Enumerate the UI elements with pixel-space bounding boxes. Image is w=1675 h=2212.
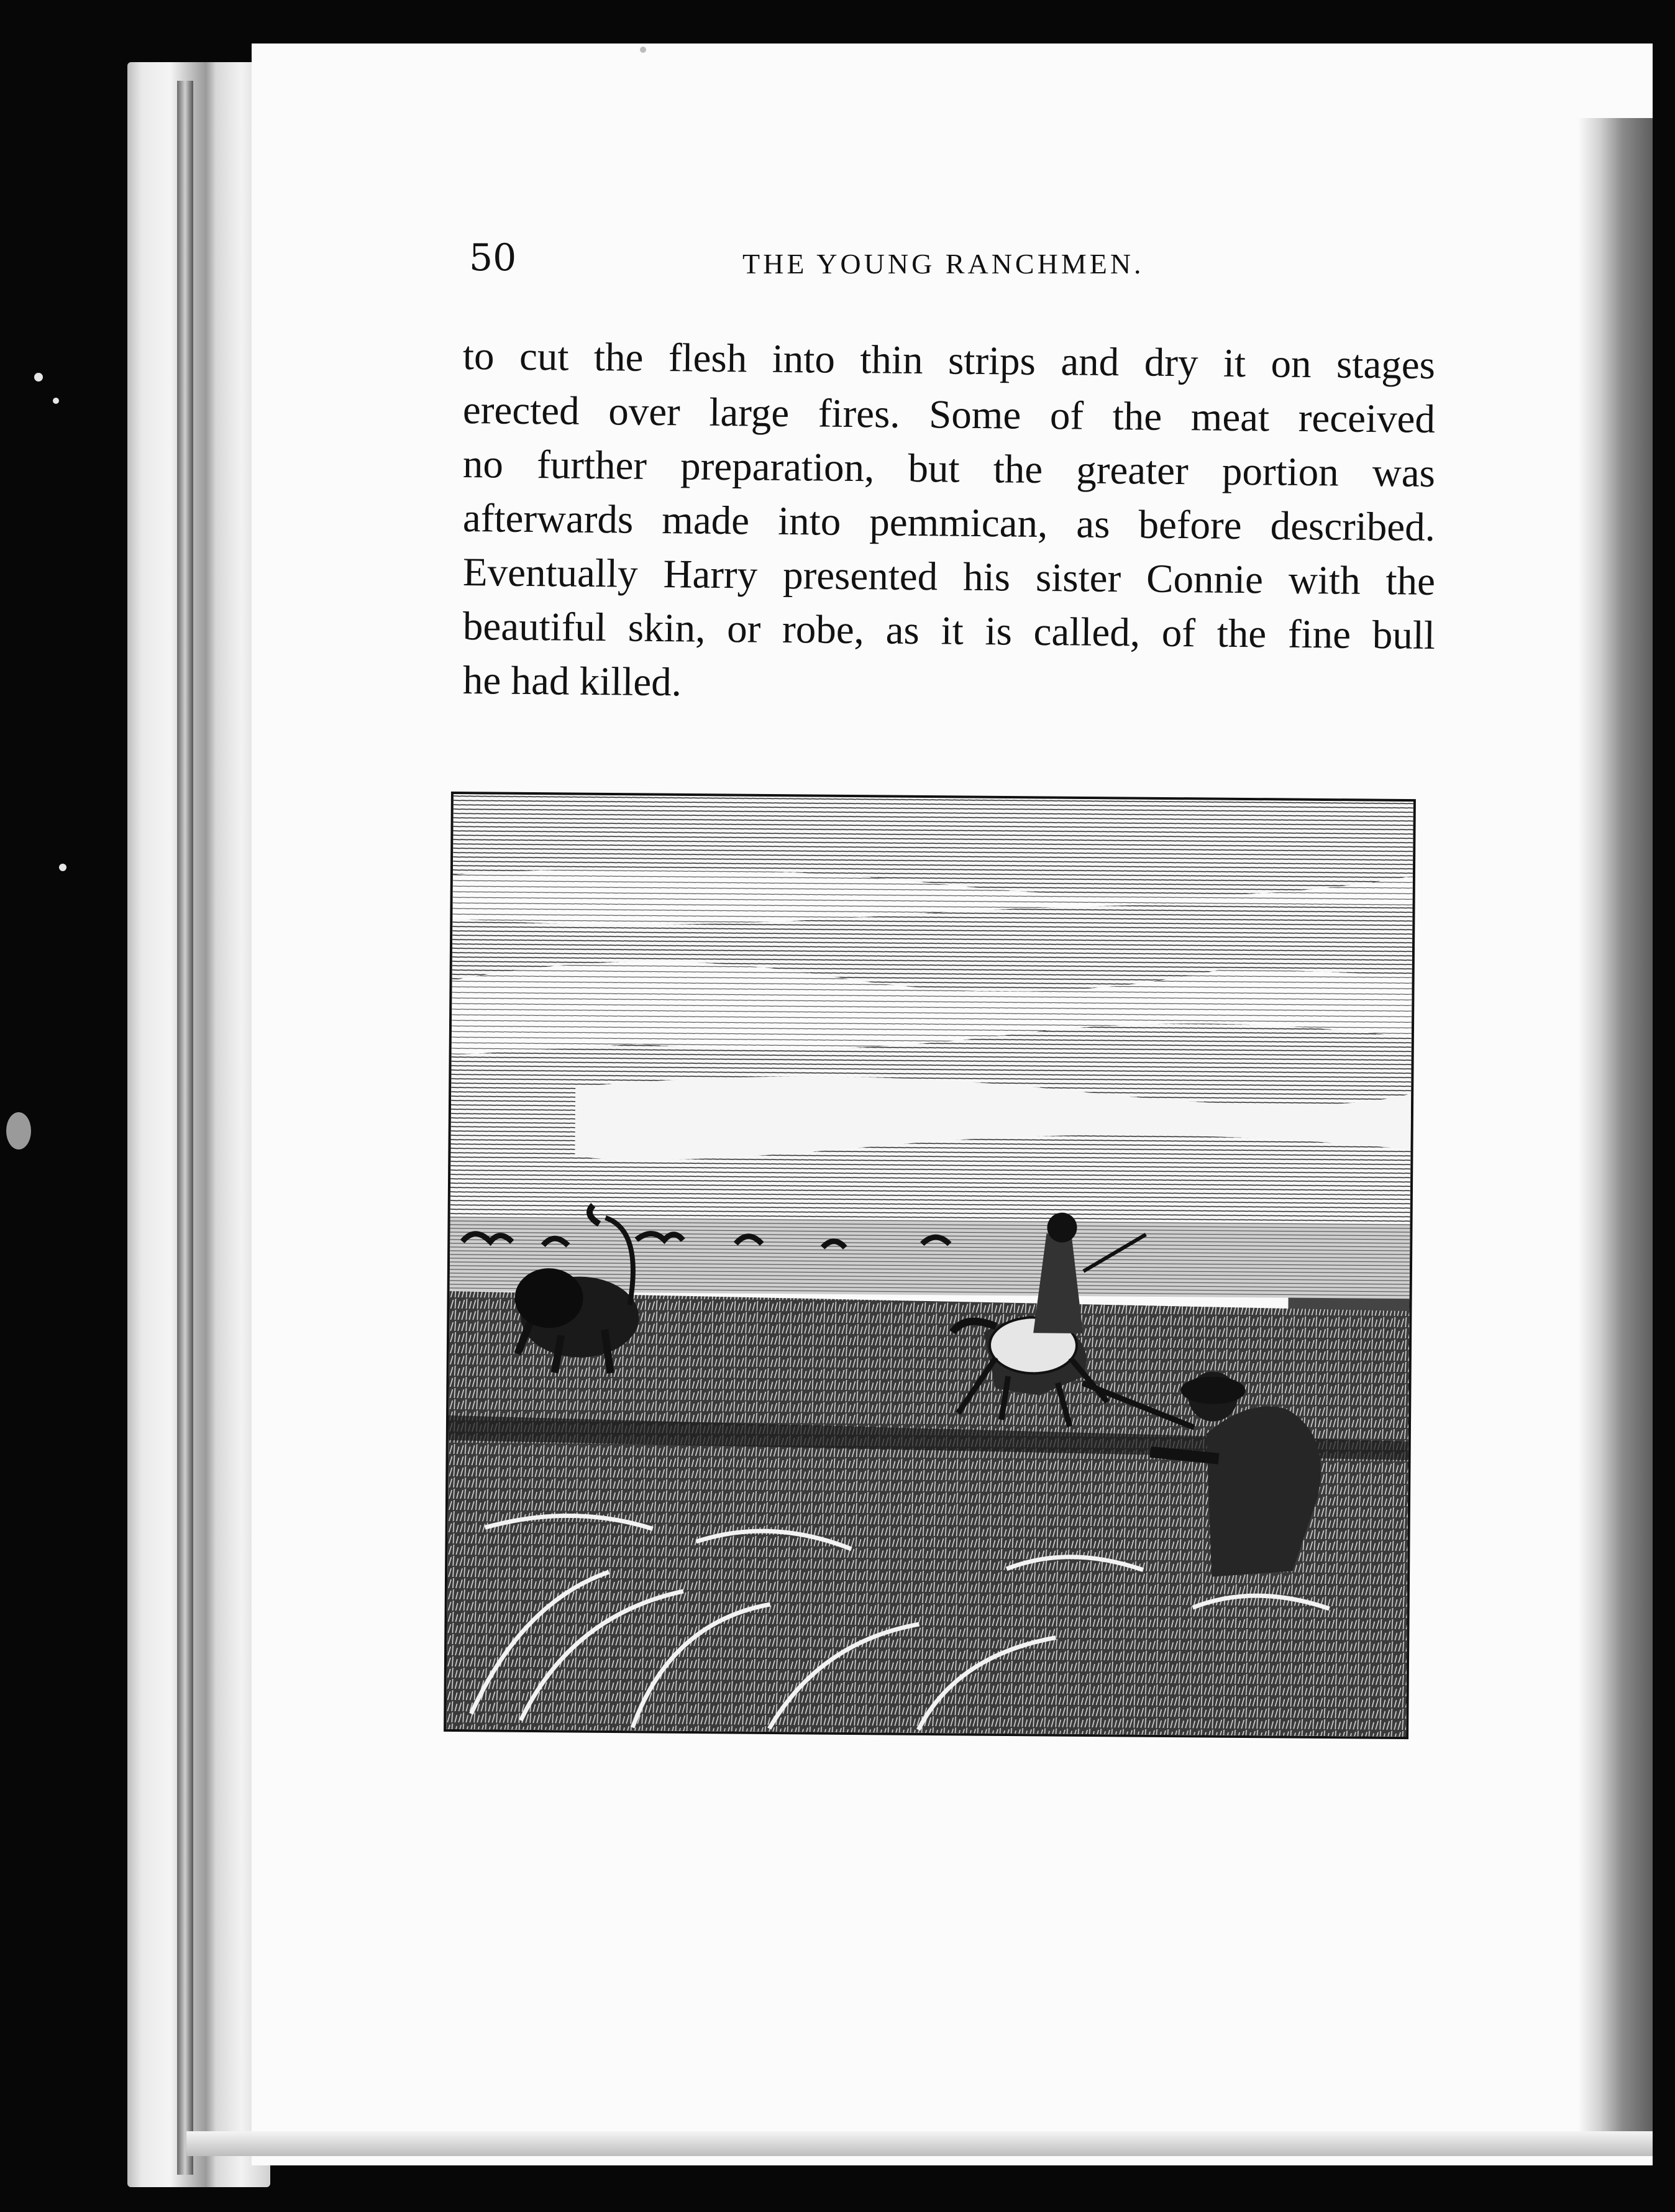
dust-speck: [59, 864, 66, 871]
page-header: [469, 236, 1215, 292]
text-line: erected over large fires. Some of the meat received: [462, 388, 1436, 442]
text-line: no further preparation, but the greater portion was: [462, 442, 1436, 496]
text-line: he had killed.: [462, 658, 682, 705]
engraving-illustration: [444, 792, 1416, 1739]
text-line: Eventually Harry presented his sister Connie with the: [462, 550, 1436, 605]
dust-speck: [34, 373, 43, 382]
page-number: 50: [469, 236, 517, 280]
dust-speck: [640, 47, 646, 53]
dust-speck: [53, 398, 59, 404]
page-bottom-edge: [186, 2131, 1653, 2156]
body-paragraph: [463, 329, 1435, 708]
book-cover-edge: [127, 62, 270, 2187]
running-head: THE YOUNG RANCHMEN.: [742, 248, 1144, 280]
dust-speck: [6, 1112, 31, 1149]
text-line: to cut the flesh into thin strips and dry it on stages: [462, 334, 1436, 388]
page-gutter-shadow: [1578, 118, 1653, 2150]
text-line: beautiful skin, or robe, as it is called, of the fine bull: [462, 604, 1436, 659]
text-line: afterwards made into pemmican, as before described.: [462, 496, 1436, 551]
book-spine-shadow: [177, 81, 193, 2175]
